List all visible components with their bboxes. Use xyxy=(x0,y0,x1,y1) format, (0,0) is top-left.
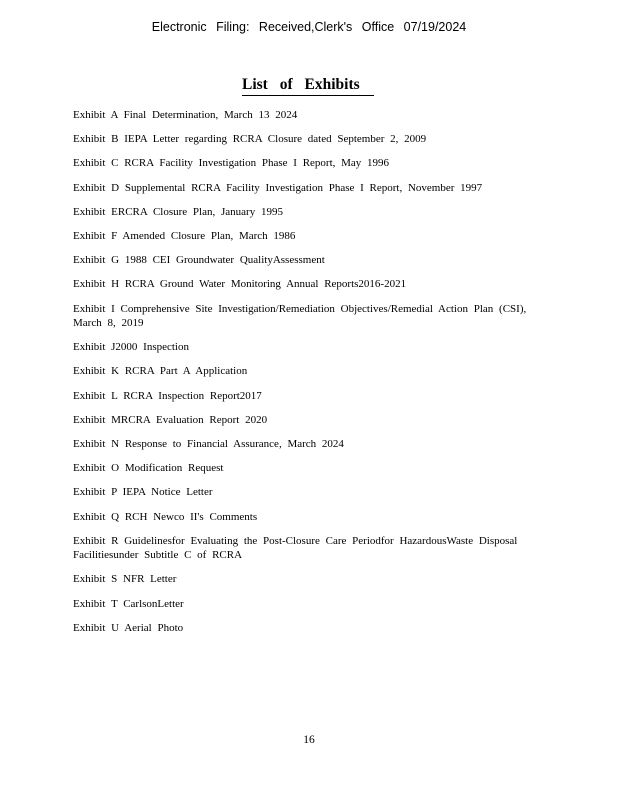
page-title: List of Exhibits xyxy=(242,76,360,93)
exhibit-item: Exhibit MRCRA Evaluation Report 2020 xyxy=(73,413,268,426)
exhibit-item: Exhibit J2000 Inspection xyxy=(73,341,189,354)
exhibit-item: Exhibit G 1988 CEI Groundwater QualityAssessment xyxy=(73,254,325,267)
exhibit-item: Exhibit D Supplemental RCRA Facility Investigation Phase I Report, November 1997 xyxy=(73,181,483,194)
exhibit-item: Exhibit B IEPA Letter regarding RCRA Closure dated September 2, 2009 xyxy=(73,133,427,146)
exhibit-item: Exhibit L RCRA Inspection Report2017 xyxy=(73,389,262,402)
exhibit-item: Exhibit F Amended Closure Plan, March 1986 xyxy=(73,229,296,242)
exhibit-item: Exhibit K RCRA Part A Application xyxy=(73,365,248,378)
exhibit-list xyxy=(73,108,533,645)
page-number: 16 xyxy=(303,734,315,746)
exhibit-item: Exhibit S NFR Letter xyxy=(73,573,177,586)
exhibit-item: Exhibit P IEPA Notice Letter xyxy=(73,486,213,499)
exhibit-item: Exhibit R Guidelinesfor Evaluating the Post-Closure Care Periodfor HazardousWaste Disposal Facilitiesunder Subtitle C of RCRA xyxy=(73,534,518,562)
exhibit-item: Exhibit T CarlsonLetter xyxy=(73,597,184,610)
exhibit-item: Exhibit ERCRA Closure Plan, January 1995 xyxy=(73,205,283,218)
exhibit-item: Exhibit Q RCH Newco II's Comments xyxy=(73,510,258,523)
electronic-filing-stamp: Electronic Filing: Received,Clerk's Office 07/19/2024 xyxy=(151,20,467,34)
exhibit-item: Exhibit U Aerial Photo xyxy=(73,621,184,634)
title-underline xyxy=(242,95,374,96)
exhibit-item: Exhibit I Comprehensive Site Investigation/Remediation Objectives/Remedial Action Plan (CSI), March 8, 2019 xyxy=(73,302,527,329)
exhibit-item: Exhibit N Response to Financial Assurance, March 2024 xyxy=(73,437,344,450)
exhibit-item: Exhibit A Final Determination, March 13 2024 xyxy=(73,109,298,121)
exhibit-item: Exhibit H RCRA Ground Water Monitoring Annual Reports2016-2021 xyxy=(73,278,407,291)
exhibit-item: Exhibit C RCRA Facility Investigation Phase I Report, May 1996 xyxy=(73,157,390,170)
exhibit-item: Exhibit O Modification Request xyxy=(73,462,224,475)
